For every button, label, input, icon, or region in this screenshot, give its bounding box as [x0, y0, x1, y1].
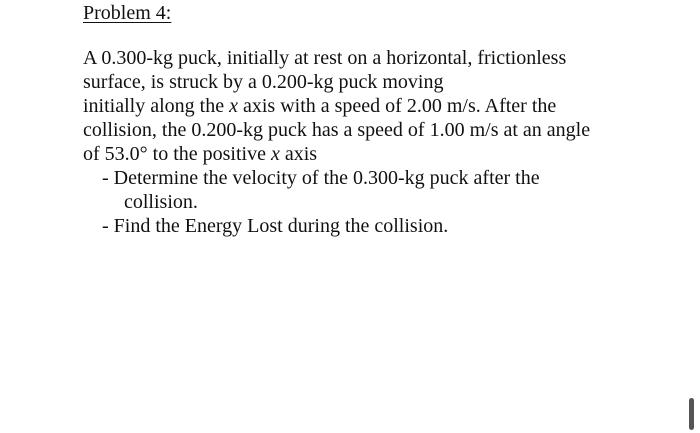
statement-line-2: surface, is struck by a 0.200-kg puck moving — [83, 71, 444, 93]
statement-line-1: A 0.300-kg puck, initially at rest on a horizontal, frictionless — [83, 47, 567, 69]
statement-line-3: initially along the x axis with a speed of 2.00 m/s. After the — [83, 95, 557, 117]
statement-line-4: collision, the 0.200-kg puck has a speed of 1.00 m/s at an angle — [83, 119, 591, 141]
task-list — [102, 166, 662, 238]
variable-x: x — [229, 95, 238, 117]
variable-x: x — [270, 143, 280, 165]
problem-statement — [83, 46, 683, 166]
task-1-line-2: collision. — [124, 191, 198, 213]
list-item — [102, 214, 662, 238]
statement-line-5: of 53.0° to the positive x axis — [83, 143, 318, 165]
task-2-line-1: - Find the Energy Lost during the collision. — [102, 215, 449, 237]
scrollbar-thumb[interactable] — [689, 398, 694, 430]
problem-heading: Problem 4: — [83, 2, 172, 24]
task-1-line-1: - Determine the velocity of the 0.300-kg puck after the — [102, 167, 540, 189]
list-item — [102, 166, 662, 214]
